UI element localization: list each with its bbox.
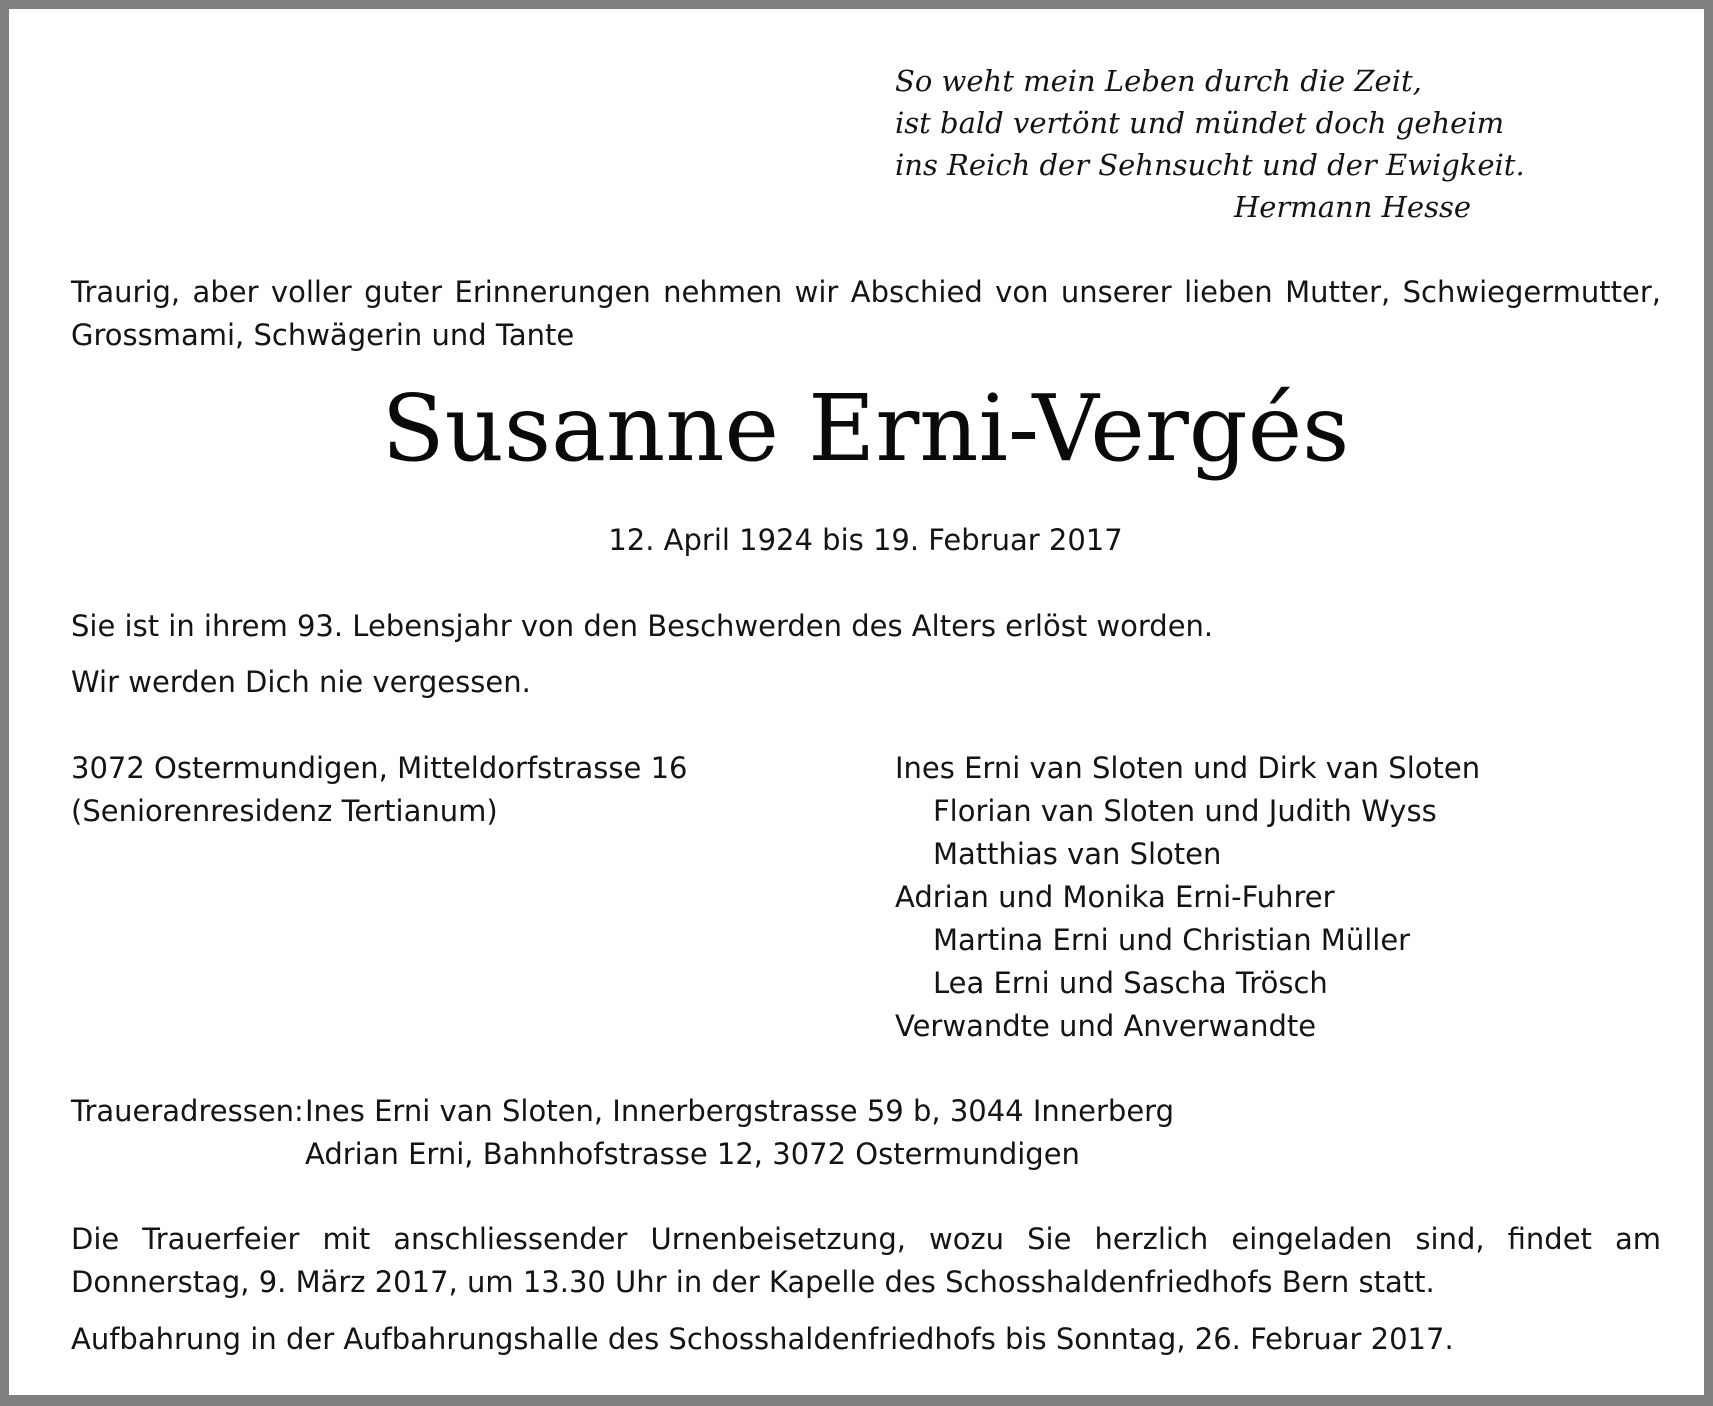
mourner-line: Martina Erni und Christian Müller (933, 923, 1411, 957)
residence-address: 3072 Ostermundigen, Mitteldorfstrasse 16 (71, 751, 688, 785)
mourner-line: Florian van Sloten und Judith Wyss (933, 794, 1437, 828)
trauer-adresse: Ines Erni van Sloten, Innerbergstrasse 59 b, 3044 Innerberg (305, 1094, 1174, 1128)
mourner-line: Lea Erni und Sascha Trösch (933, 966, 1328, 1000)
mourner-line: Matthias van Sloten (933, 837, 1222, 871)
intro-text: Traurig, aber voller guter Erinnerungen nehmen wir Abschied von unserer lieben Mutter, Schwiegermutter, Grossmami, Schwägerin und Tante (71, 275, 1661, 352)
quote-block (895, 60, 1525, 186)
message-line: Sie ist in ihrem 93. Lebensjahr von den Beschwerden des Alters erlöst worden. (71, 609, 1214, 643)
mourner-line: Verwandte und Anverwandte (895, 1009, 1317, 1043)
message-line: Wir werden Dich nie vergessen. (71, 665, 531, 699)
trauer-adresse: Adrian Erni, Bahnhofstrasse 12, 3072 Ostermundigen (305, 1137, 1080, 1171)
ceremony-info: Die Trauerfeier mit anschliessender Urnenbeisetzung, wozu Sie herzlich eingeladen sind, findet am Donnerstag, 9. März 2017, um 13.30 Uhr in der Kapelle des Schosshaldenfriedhofs Bern statt. (71, 1222, 1661, 1299)
mourner-line: Adrian und Monika Erni-Fuhrer (895, 880, 1335, 914)
viewing-info: Aufbahrung in der Aufbahrungshalle des Schosshaldenfriedhofs bis Sonntag, 26. Februar 2017. (71, 1322, 1454, 1356)
trauer-adressen-label: Traueradressen: (71, 1094, 304, 1128)
quote-line: ist bald vertönt und mündet doch geheim (895, 106, 1505, 140)
mourner-line: Ines Erni van Sloten und Dirk van Sloten (895, 751, 1481, 785)
quote-author: Hermann Hesse (1233, 190, 1471, 224)
life-dates: 12. April 1924 bis 19. Februar 2017 (608, 523, 1123, 557)
deceased-name: Susanne Erni-Vergés (381, 375, 1350, 482)
residence-name: (Seniorenresidenz Tertianum) (71, 794, 498, 828)
quote-line: ins Reich der Sehnsucht und der Ewigkeit. (895, 148, 1525, 182)
quote-line: So weht mein Leben durch die Zeit, (895, 64, 1422, 98)
